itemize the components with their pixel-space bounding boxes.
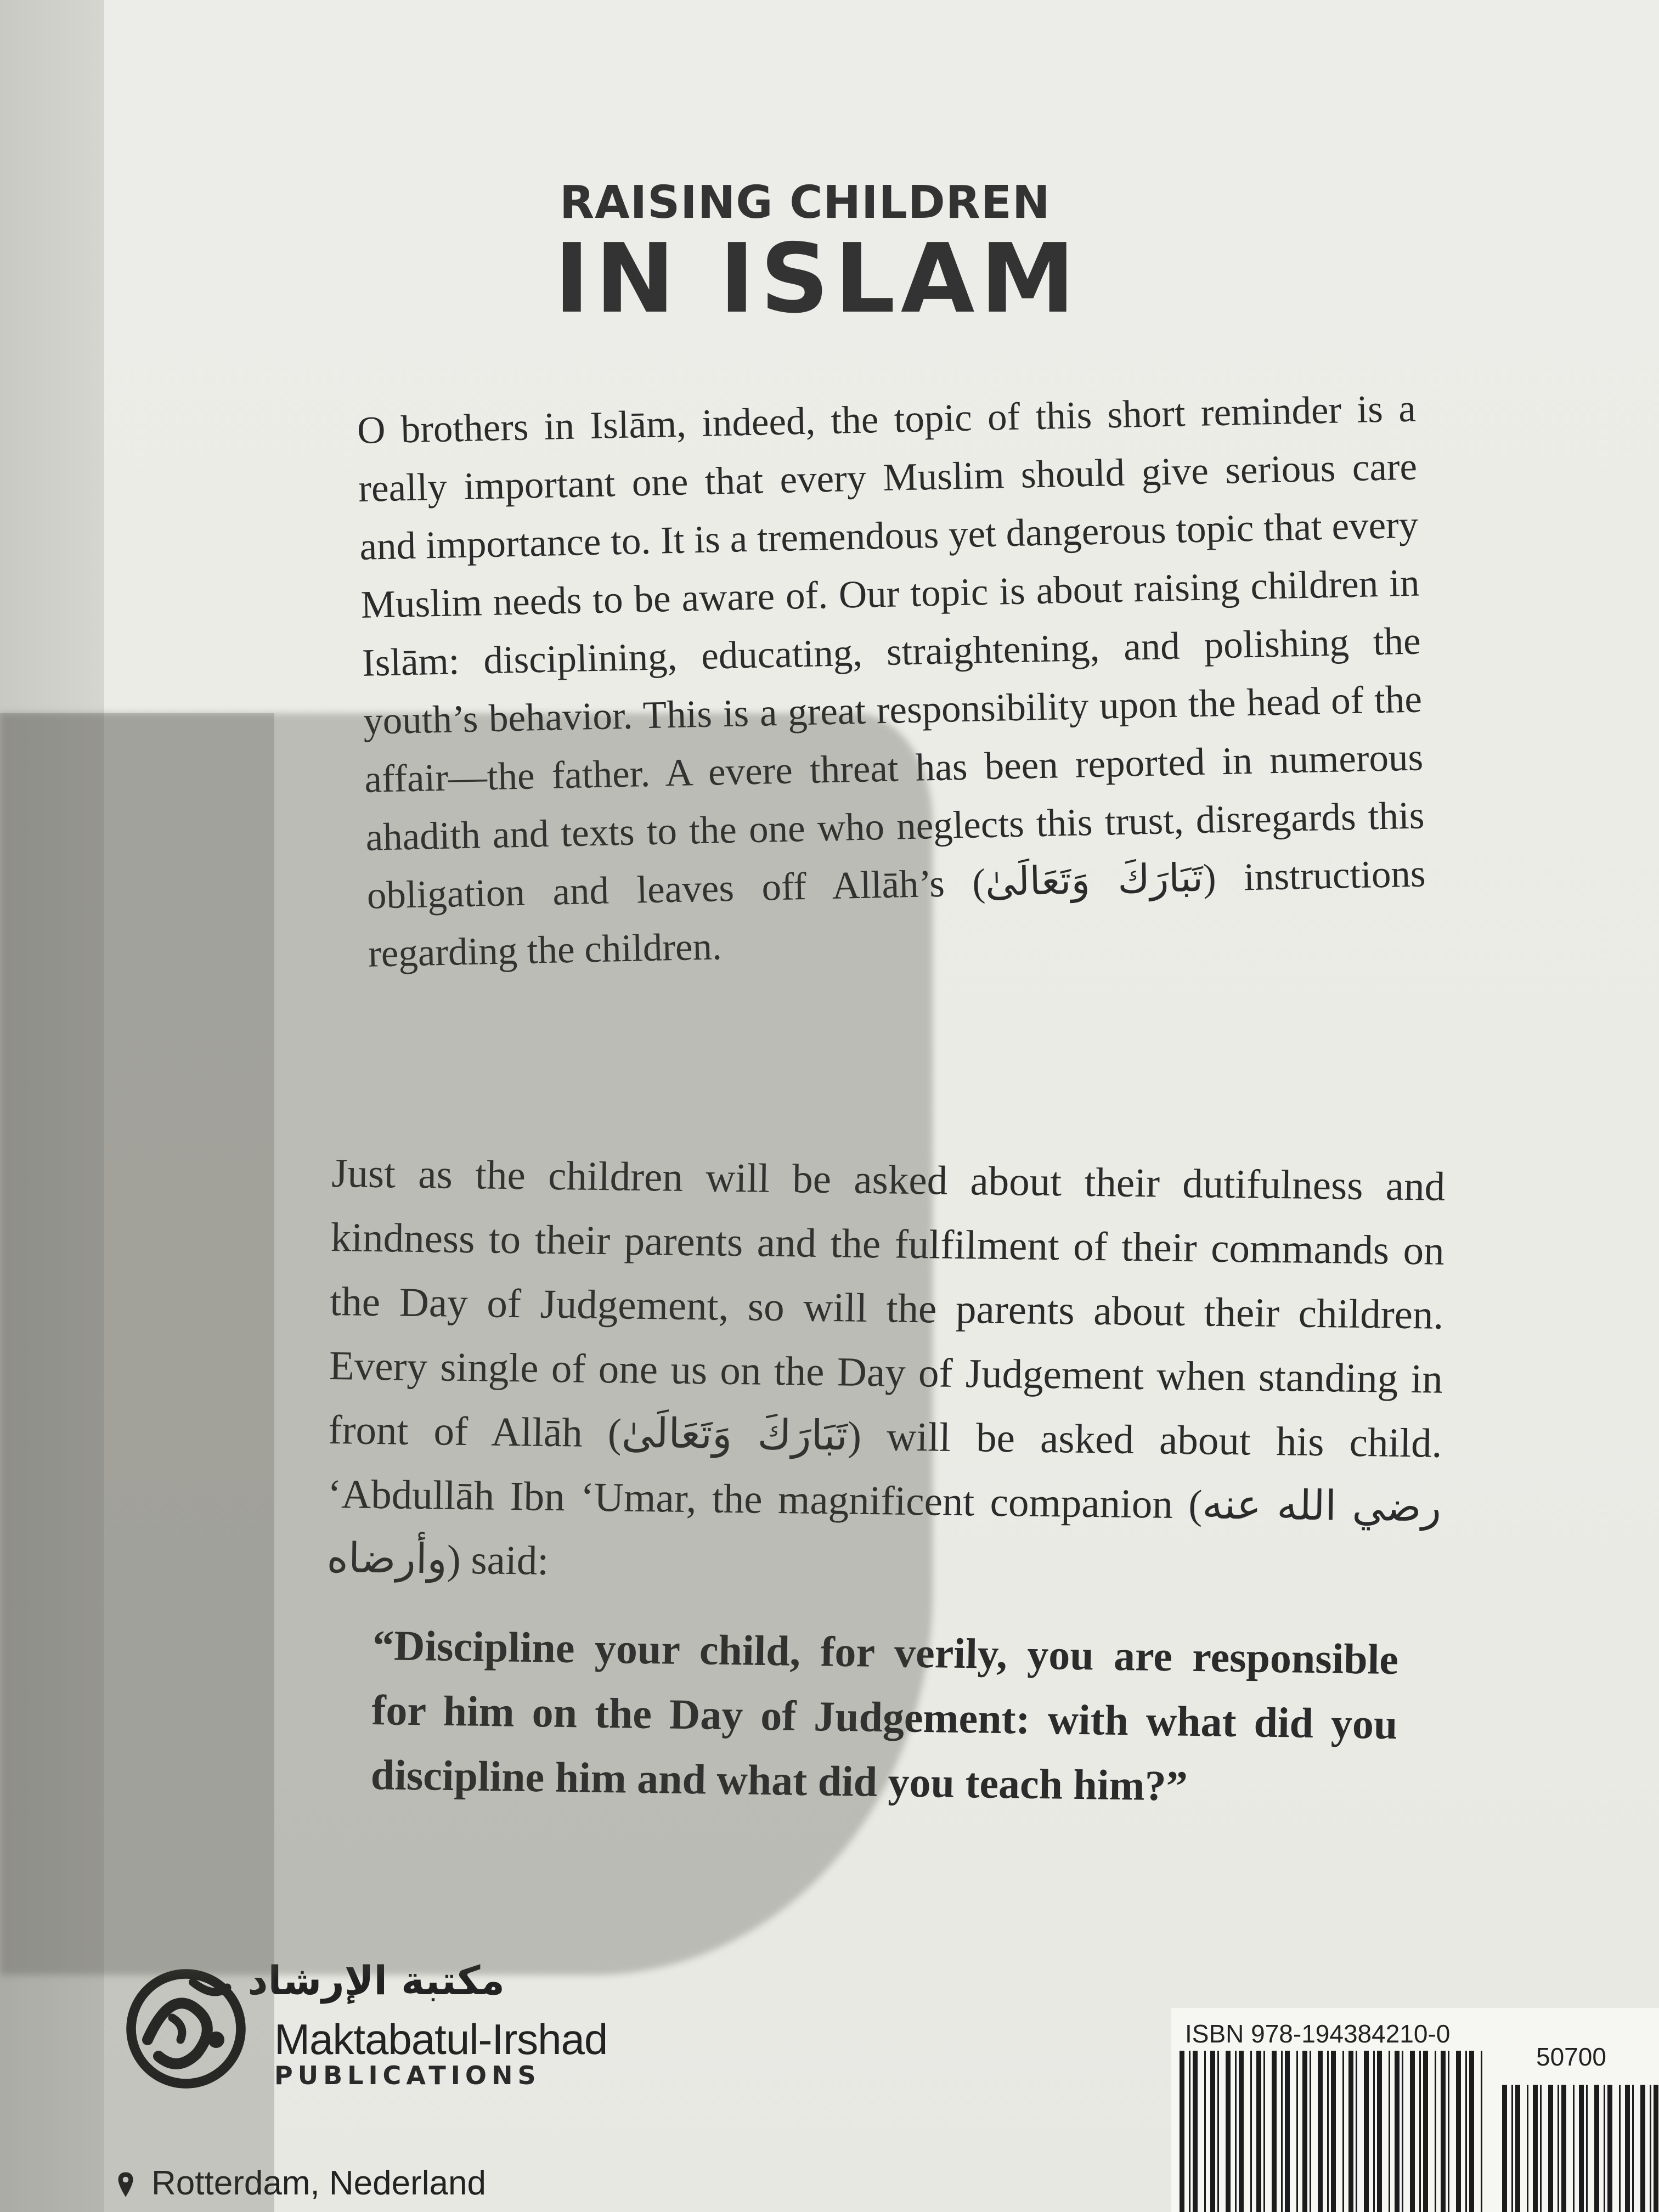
location-text: Rotterdam, Nederland [151,2164,486,2202]
barcode-bar [1310,2051,1311,2212]
title-line-1: RAISING CHILDREN [560,177,1051,229]
barcode-bar [1217,2051,1219,2212]
barcode-bar [1481,2051,1482,2212]
barcode-bar [1377,2051,1382,2212]
intro-paragraph-text: O brothers in Islām, indeed, the topic of this short reminder is a really important one that every Muslim should give serious care and importance to. It is a tremendous yet dangerous topic that every Muslim needs to be aware of. Our topic is about raising children in Islām: disciplining, educating, straightening, and polishing the youth’s behavior. This is a great responsibility upon the head of the affair—the father. A evere threat has been reported in numerous ahadith and texts to the one who neglects this trust, disregards this obligation and leaves off Allāh’s (تَبَارَكَ وَتَعَالَىٰ) instructions regarding the children. [357,387,1426,975]
barcode-bar [1193,2051,1198,2212]
barcode-bar [1239,2051,1244,2212]
barcode-bar [1389,2051,1390,2212]
publisher-arabic-name: مكتبة الإرشاد [247,1957,505,2004]
barcode-bar [1272,2051,1277,2212]
barcode-bar [1469,2051,1474,2212]
addon-barcode-bar [1573,2085,1575,2212]
addon-barcode-bar [1640,2085,1645,2212]
barcode-bar [1342,2051,1344,2212]
barcode-bar [1356,2051,1357,2212]
addon-barcode-bar [1625,2085,1630,2212]
addon-barcode-bar [1632,2085,1634,2212]
barcode-bar [1226,2051,1231,2212]
barcode-bar [1456,2051,1461,2212]
addon-barcode-bar [1558,2085,1559,2212]
barcode-bar [1441,2051,1446,2212]
publisher-subtitle: PUBLICATIONS [274,2061,541,2090]
second-paragraph-text: Just as the children will be asked about their dutifulness and kindness to their parents and the fulfilment of their commands on the Day of Judgement, so will the parents about their children. Every single of one us on the Day of Judgement when standing in front of Allāh (تَبَارَكَ وَتَعَالَىٰ) will be asked about his child. ‘Abdullāh Ibn ‘Umar, the magnificent companion (رضي الله عنه وأرضاه) said: [326,1150,1446,1584]
barcode-bar [1465,2051,1467,2212]
cast-shadow [0,713,933,1975]
addon-barcode-bar [1540,2085,1542,2212]
addon-barcode-bar [1515,2085,1520,2212]
addon-barcode-bar [1579,2085,1584,2212]
barcode-bar [1189,2051,1190,2212]
isbn-barcode [1180,2051,1487,2212]
barcode-bar [1250,2051,1252,2212]
addon-barcode-bar [1586,2085,1588,2212]
addon-barcode-bar [1607,2085,1612,2212]
barcode-bar [1331,2051,1336,2212]
barcode-bar [1210,2051,1215,2212]
barcode-addon-label: 50700 [1536,2042,1606,2071]
barcode-bar [1410,2051,1415,2212]
barcode-bar [1204,2051,1206,2212]
addon-barcode-bar [1604,2085,1605,2212]
addon-barcode-bar [1502,2085,1507,2212]
barcode-bar [1263,2051,1265,2212]
addon-barcode-bar [1654,2085,1658,2212]
barcode-bar [1435,2051,1436,2212]
barcode-bar [1318,2051,1323,2212]
barcode-bar [1285,2051,1290,2212]
addon-barcode-bar [1533,2085,1538,2212]
barcode-bar [1402,2051,1403,2212]
barcode-bar [1281,2051,1283,2212]
barcode-bar [1395,2051,1400,2212]
addon-barcode-bar [1650,2085,1651,2212]
barcode-bar [1327,2051,1329,2212]
isbn-label: ISBN 978-194384210-0 [1185,2019,1451,2048]
addon-barcode-bar [1511,2085,1513,2212]
addon-barcode-bar [1527,2085,1528,2212]
addon-barcode-bar [1619,2085,1621,2212]
barcode-bar [1235,2051,1237,2212]
barcode-bar [1296,2051,1298,2212]
addon-barcode [1502,2085,1659,2212]
publisher-name: Maktabatul-Irshad [274,2015,608,2063]
addon-barcode-bar [1594,2085,1599,2212]
barcode-bar [1423,2051,1428,2212]
addon-barcode-bar [1548,2085,1553,2212]
barcode-bar [1302,2051,1307,2212]
barcode-bar [1348,2051,1353,2212]
barcode-bar [1256,2051,1261,2212]
barcode-bar [1180,2051,1184,2212]
barcode-bar [1364,2051,1369,2212]
title-line-2: IN ISLAM [554,223,1081,335]
barcode-bar [1419,2051,1421,2212]
barcode-bar [1448,2051,1449,2212]
quote-text: “Discipline your child, for verily, you are responsible for him on the Day of Judgement: with what did you discipline him and what did you teach him?” [370,1621,1399,1810]
addon-barcode-bar [1561,2085,1566,2212]
barcode-bar [1373,2051,1375,2212]
